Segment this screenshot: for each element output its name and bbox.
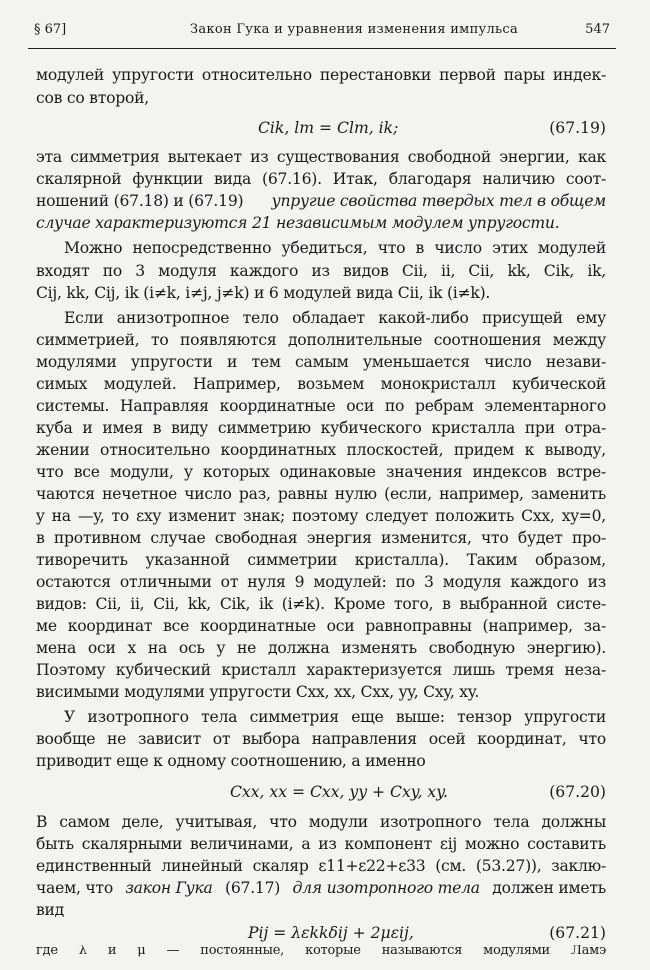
text-line: входят по 3 модуля каждого из видов Cii, ii, Cii, kk, Cik, ik, xyxy=(36,262,606,280)
text-line: симых модулей. Например, возьмем монокристалл кубической xyxy=(36,375,606,393)
text-line: вид xyxy=(36,901,65,919)
equation-number: (67.21) xyxy=(549,924,606,942)
text-span: ношений (67.18) и (67.19) xyxy=(36,192,244,210)
text-line: системы. Направляя координатные оси по ребрам элементарного xyxy=(36,397,606,415)
text-line: чаются нечетное число раз, равны нулю (если, например, заменить xyxy=(36,485,606,503)
text-line: скалярной функции вида (67.16). Итак, благодаря наличию соот- xyxy=(36,170,606,188)
text-line: висимыми модулями упругости Cxx, xx, Cxx, yy, Cxy, xy. xyxy=(36,683,480,701)
text-line: модулей упругости относительно перестановки первой пары индек- xyxy=(36,66,606,84)
text-line: сов со второй, xyxy=(36,89,149,107)
equation-67-21 xyxy=(36,921,606,945)
text-line: куба и имея в виду симметрию кубического кристалла при отра- xyxy=(36,419,606,437)
italic-text: для изотропного тела xyxy=(292,879,480,897)
text-line-clipped: где λ и μ — постоянные, которые называются модулями Ламэ xyxy=(36,945,606,957)
equation-formula: Pij = λεkkδij + 2μεij, xyxy=(248,924,414,942)
text-line: в противном случае свободная энергия изменится, что будет про- xyxy=(36,529,606,547)
text-line: модулями упругости и тем самым уменьшается число незави- xyxy=(36,353,606,371)
text-line: симметрией, то появляются дополнительные соотношения между xyxy=(36,331,606,349)
text-line: мена оси x на ось y не должна изменять свободную энергию). xyxy=(36,639,606,657)
text-line: быть скалярными величинами, а из компонент εij можно составить xyxy=(36,835,606,853)
equation-formula: Cxx, xx = Cxx, yy + Cxy, xy. xyxy=(230,783,448,801)
header-rule xyxy=(28,48,616,49)
text-line: тиворечить указанной симметрии кристалла). Таким образом, xyxy=(36,551,606,569)
paragraph-start-line: У изотропного тела симметрия еще выше: тензор упругости xyxy=(64,708,606,726)
paragraph-start-line: Если анизотропное тело обладает какой-либо присущей ему xyxy=(64,309,606,327)
text-line: Поэтому кубический кристалл характеризуется лишь тремя неза- xyxy=(36,661,606,679)
italic-text: упругие свойства твердых тел в общем xyxy=(271,192,606,210)
text-line: ме координат все координатные оси равноправны (например, за- xyxy=(36,617,606,635)
text-line: вообще не зависит от выбора направления осей координат, что xyxy=(36,730,606,748)
text-line: остаются отличными от нуля 9 модулей: по 3 модуля каждого из xyxy=(36,573,606,591)
text-line xyxy=(36,877,606,899)
text-line: приводит еще к одному соотношению, а именно xyxy=(36,752,426,770)
text-span: (67.17) xyxy=(225,879,281,897)
italic-text: закон Гука xyxy=(125,879,213,897)
equation-67-19 xyxy=(36,116,606,140)
text-line: что все модули, у которых одинаковые значения индексов встре- xyxy=(36,463,606,481)
paragraph-start-line: Можно непосредственно убедиться, что в число этих модулей xyxy=(64,239,606,257)
italic-text-line: случае характеризуются 21 независимым модулем упругости. xyxy=(36,214,560,232)
text-line: В самом деле, учитывая, что модули изотропного тела должны xyxy=(36,813,606,831)
equation-67-20 xyxy=(36,780,606,804)
text-line: Cij, kk, Cij, ik (i≠k, i≠j, j≠k) и 6 модулей вида Cii, ik (i≠k). xyxy=(36,284,491,302)
text-line: y на —y, то εxy изменит знак; поэтому следует положить Cxx, xy=0, xyxy=(36,507,606,525)
section-number: § 67] xyxy=(34,22,67,37)
text-line: видов: Cii, ii, Cii, kk, Cik, ik (i≠k). Кроме того, в выбранной систе- xyxy=(36,595,606,613)
equation-formula: Cik, lm = Clm, ik; xyxy=(258,119,399,137)
page-number: 547 xyxy=(585,22,610,37)
equation-number: (67.19) xyxy=(549,119,606,137)
text-line: эта симметрия вытекает из существования свободной энергии, как xyxy=(36,148,606,166)
text-line: единственный линейный скаляр ε11+ε22+ε33 (см. (53.27)), заклю- xyxy=(36,857,606,875)
text-line xyxy=(36,190,606,212)
text-line: жении относительно координатных плоскостей, придем к выводу, xyxy=(36,441,606,459)
running-header xyxy=(28,22,614,42)
running-title: Закон Гука и уравнения изменения импульса xyxy=(190,22,519,37)
text-span: должен иметь xyxy=(492,879,606,897)
text-span: чаем, что xyxy=(36,879,113,897)
equation-number: (67.20) xyxy=(549,783,606,801)
